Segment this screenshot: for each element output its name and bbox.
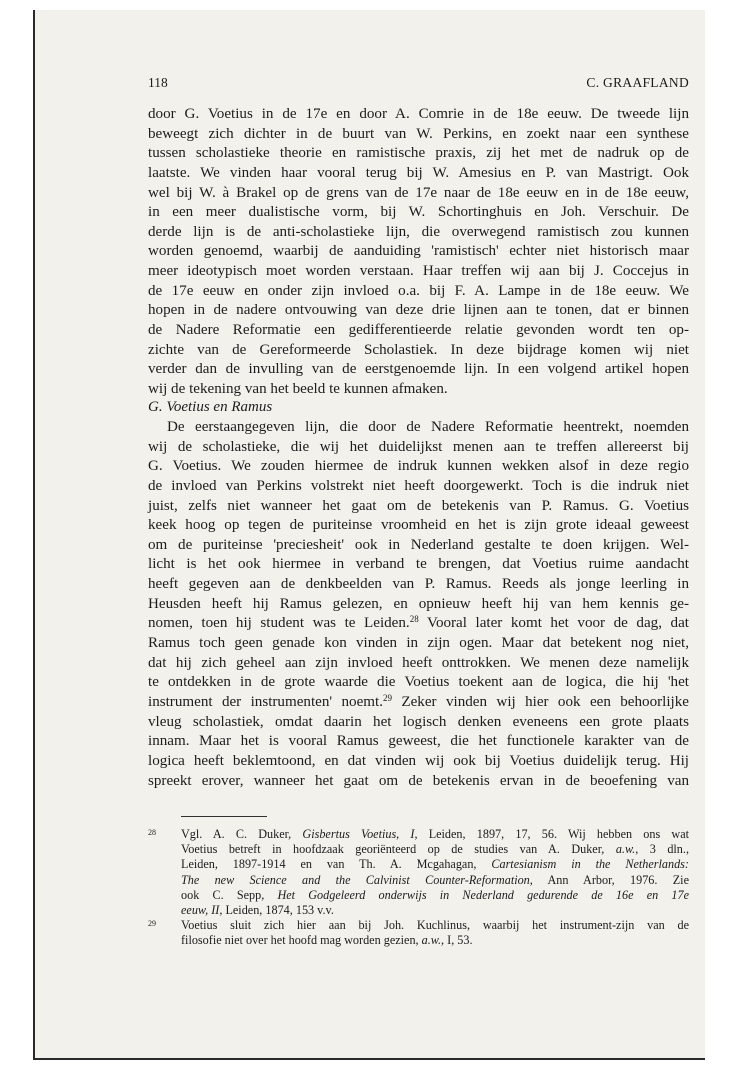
footnote-text: Leiden, 1874, 153 v.v.: [222, 903, 334, 918]
text-line: wij de tekening van het beeld te kunnen afmaken.: [148, 380, 448, 397]
text-segment: Vooral later komt het voor de dag, dat: [426, 615, 689, 632]
running-author: C. GRAAFLAND: [586, 75, 689, 90]
text-segment: nomen, toen hij student was te Leiden.: [148, 615, 410, 632]
footnote-title: a.w.,: [421, 933, 445, 948]
footnote-divider: [181, 816, 267, 817]
footnote-title: Cartesianism in the Netherlands:: [491, 857, 689, 872]
text-line: derde lijn is de anti-scholastieke lijn, die overwegend ramistisch zou kunnen: [148, 223, 689, 240]
text-line: de invloed van Perkins volstrekt niet heeft doorgewerkt. Toch is die indruk niet: [148, 477, 689, 494]
footnote-text: filosofie niet over het hoofd mag worden gezien,: [181, 933, 422, 948]
footnote-line: [181, 903, 689, 918]
footnote-marker: 29: [148, 919, 156, 929]
text-line: in een meer dualistische vorm, bij W. Schortinghuis en Joh. Verschuir. De: [148, 204, 689, 221]
footnote-line: [181, 873, 689, 888]
text-line: door G. Voetius in de 17e en door A. Comrie in de 18e eeuw. De tweede lijn: [148, 106, 689, 122]
footnote-marker: 28: [148, 828, 156, 837]
text-segment: Zeker vinden wij hier ook een behoorlijke: [401, 693, 690, 710]
section-heading: G. Voetius en Ramus: [148, 399, 273, 415]
text-line: hopen in de nadere ontvouwing van deze drie lijnen aan te tonen, dat er binnen: [148, 302, 689, 319]
text-line: Heusden heeft hij Ramus gelezen, en opnieuw heeft hij van hem kennis ge-: [148, 595, 689, 612]
text-line: om de puriteinse 'preciesheit' ook in Nederland gestalte te doen krijgen. Wel-: [148, 536, 689, 553]
footnote-title: Gisbertus Voetius, I,: [302, 827, 418, 841]
footnote-29: [148, 918, 689, 948]
text-line: worden genoemd, waarbij de aanduiding 'ramistisch' echter niet historisch maar: [148, 243, 689, 260]
text-line: de 17e eeuw en onder zijn invloed o.a. bij F. A. Lampe in de 18e eeuw. We: [148, 282, 689, 299]
footnote-text: Vgl. A. C. Duker,: [181, 827, 303, 841]
footnote-text: Leiden, 1897, 17, 56. Wij hebben ons wat: [417, 827, 689, 841]
text-line: vleug scholastiek, omdat daarin het logisch denken eveneens een grote plaats: [148, 713, 689, 730]
footnote-line: [181, 842, 689, 857]
text-line: logica heeft beklemtoond, en dat vinden wij ook bij Voetius duidelijk terug. Hij: [148, 752, 689, 769]
footnote-text: I, 53.: [444, 933, 473, 948]
footnote-text: Leiden, 1897-1914 en van Th. A. Mcgahagan,: [181, 857, 492, 872]
text-line: licht is het ook hiermee in verband te brengen, dat Voetius ruime aandacht: [148, 556, 689, 573]
footnote-title: Het Godgeleerd onderwijs in Nederland gedurende de 16e en 17e: [277, 887, 690, 902]
text-line: meer ideotypisch moet worden verstaan. Haar treffen wij aan bij J. Coccejus in: [148, 263, 689, 280]
text-line: innam. Maar het is vooral Ramus geweest, die het functionele karakter van de: [148, 733, 689, 750]
text-line: [148, 693, 689, 713]
footnote-line: [181, 888, 689, 903]
text-line: keek hoog op tegen de puriteinse vroomheid en het is zijn grote ideaal geweest: [148, 517, 689, 534]
footnote-line: [181, 827, 689, 842]
text-line: wij de scholastieke, die wij het duidelijkst menen aan te treffen allereerst bij: [148, 438, 689, 455]
footnote-text: Ann Arbor, 1976. Zie: [532, 872, 689, 887]
text-line: de Nadere Reformatie een gedifferentieerde relatie gevonden wordt ten op-: [148, 322, 689, 339]
footnote-line: [181, 933, 689, 948]
text-line: tussen scholastieke theorie en ramistische praxis, zij het met de nadruk op de: [148, 145, 689, 162]
footnote-line: [181, 857, 689, 872]
footnote-line: Voetius sluit zich hier aan bij Joh. Kuchlinus, waarbij het instrument-zijn van de: [181, 918, 689, 933]
text-line: Ramus toch geen genade kon vinden in zijn ogen. Maar dat betekent nog niet,: [148, 635, 689, 652]
text-line: spreekt erover, wanneer het gaat om de betekenis ervan in de beoefening van: [148, 772, 689, 789]
footnote-text: Voetius betreft in hoofdzaak georiënteerd op de studies van A. Duker,: [181, 842, 616, 857]
text-line: G. Voetius. We zouden hiermee de indruk kunnen wekken alsof in deze regio: [148, 458, 689, 475]
footnote-text: ook C. Sepp,: [181, 887, 278, 902]
footnote-title: eeuw, II,: [181, 903, 223, 918]
footnote-title: a.w.,: [615, 842, 639, 857]
text-line: wel bij W. à Brakel op de grens van de 17e naar de 18e eeuw en in de 18e eeuw,: [148, 184, 689, 201]
page-number: 118: [148, 75, 168, 90]
running-header: [148, 75, 689, 91]
text-line: [148, 614, 689, 634]
text-line: dat hij zich geheel aan zijn invloed heeft onttrokken. We menen deze namelijk: [148, 654, 689, 671]
scanned-page: [33, 10, 705, 1060]
text-line: beweegt zich dichter in de buurt van W. Perkins, en zoekt naar een synthese: [148, 125, 689, 142]
text-segment: instrument der instrumenten' noemt.: [148, 693, 383, 710]
footnote-title: The new Science and the Calvinist Counter-Reformation,: [181, 872, 533, 887]
footnote-ref-29[interactable]: 29: [383, 692, 392, 703]
paragraph-1: [148, 105, 689, 400]
paragraph-2: [148, 418, 689, 791]
text-line: De eerstaangegeven lijn, die door de Nadere Reformatie heentrekt, noemden: [167, 419, 689, 435]
footnote-28: [148, 827, 689, 918]
footnote-ref-28[interactable]: 28: [409, 614, 419, 625]
text-line: zichte van de Gereformeerde Scholastiek. In deze bijdrage komen wij niet: [148, 341, 689, 358]
text-line: heeft gegeven aan de denkbeelden van P. Ramus. Reeds als jonge leerling in: [148, 576, 689, 593]
text-line: laatste. We vinden haar vooral terug bij W. Amesius en P. van Mastrigt. Ook: [148, 164, 689, 181]
text-line: verder dan de invulling van de eerstgenoemde lijn. In een volgend artikel hopen: [148, 361, 689, 378]
text-line: juist, zelfs niet wanneer het gaat om de betekenis van P. Ramus. G. Voetius: [148, 497, 689, 514]
footnotes: [148, 827, 689, 949]
text-line: te ontdekken in de grote waarde die Voetius toekent aan de logica, die hij 'het: [148, 674, 689, 691]
footnote-text: 3 dln.,: [638, 842, 689, 857]
